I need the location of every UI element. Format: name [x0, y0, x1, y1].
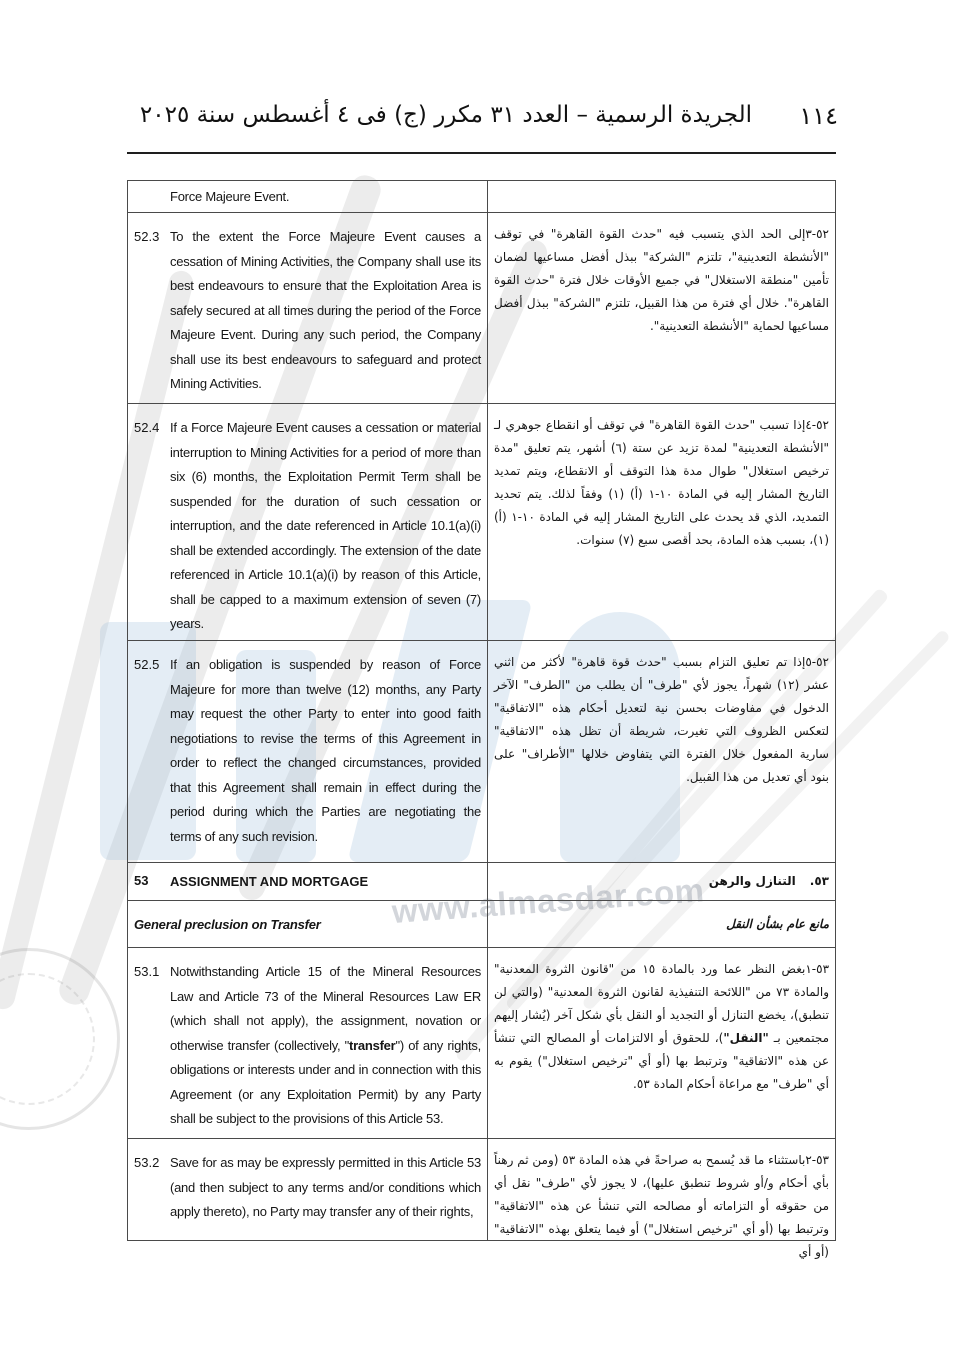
- page-number: ١١٤: [799, 102, 838, 130]
- clause-text-part: ٥٣-١بغض النظر عما ورد بالمادة ١٥ من "قانون الثروة المعدنية" والمادة ٧٣ من "اللائحة التنفيذية لقانون الثروة المعدنية" (والتي لن تنطبق)، يخضع التنازل أو التجديد أو النقل بأي شكل آخر (يُشار إليهم مجتمعين بـ: [494, 962, 830, 1045]
- clause-text-ar: ٥٢-٣إلى الحد الذي يتسبب فيه "حدث القوة القاهرة" في توقف "الأنشطة التعدينية"، تلتزم "الشركة" ببذل أفضل مساعيها لضمان تأمين "منطقة الاستغلال" في جميع الأوقات خلال فترة "حدث القوة القاهرة". خلال أي فترة من هذا القبيل، تلتزم "الشركة" ببذل أفضل مساعيها لحماية "الأنشطة التعدينية".: [494, 227, 829, 333]
- clause-text-ar: ٥٢-٥إذا تم تعليق التزام بسبب "حدث قوة قاهرة" لأكثر من اثني عشر (١٢) شهراً، يجوز لأي "طرف" أن يطلب من "الطرف" الآخر الدخول في مفاوضات بحسن نية لتعديل أحكام هذه "الاتفاقية" لتعكس الظروف التي تغيرت، شريطة أن تظل هذه "الاتفاقية" سارية المفعول خلال الفترة التي يتفاوض خلالها "الأطراف" على بنود أي تعديل من هذا القبيل.: [494, 655, 829, 784]
- arabic-cell: [488, 1139, 835, 1259]
- english-cell: [128, 181, 488, 212]
- watermark-seal: [0, 948, 120, 1130]
- clause-text-en: If a Force Majeure Event causes a cessation or material interruption to Mining Activities for a period of more than six (6) months, the Exploitation Permit Term shall be suspended for the duration of such cessation or interruption, and the date referenced in Article 10.1(a)(i) shall be extended accordingly. The extension of the date referenced in Article 10.1(a)(i) by reason of this Article, shall be capped to a maximum extension of seven (7) years.: [170, 420, 481, 631]
- section-heading-row: [128, 863, 835, 901]
- arabic-cell: [488, 901, 835, 947]
- english-cell: [128, 1139, 488, 1240]
- arabic-cell: [488, 948, 835, 1138]
- clause-text-part: ") of any rights, obligations or interests under and in connection with this Agreement (or any Exploitation Permit) by any Party shall be subject to the provisions of this Article 53.: [170, 1037, 481, 1126]
- english-cell: [128, 948, 488, 1138]
- table-row: [128, 404, 835, 641]
- clause-number: 52.3: [134, 229, 160, 244]
- table-row: [128, 213, 835, 404]
- table-row: [128, 641, 835, 863]
- arabic-cell: [488, 641, 835, 862]
- section-number: 53: [134, 873, 149, 889]
- gazette-header-title: الجريدة الرسمية – العدد ٣١ مكرر (ج) فى ٤ أغسطس سنة ٢٠٢٥: [139, 102, 752, 128]
- section-number-ar: ٥٣.: [809, 874, 829, 888]
- clause-number: [134, 185, 170, 212]
- clause-text-part: Notwithstanding Article 15 of the Mineral Resources Law and Article 73 of the Mineral Resources Law ER (which shall not apply), the assignment, novation or otherwise transfer (collectively, ": [170, 964, 481, 1053]
- clause-text-en: To the extent the Force Majeure Event causes a cessation of Mining Activities, the Company shall use its best endeavours to ensure that the Exploitation Area is safely secured at all times during the period of the Force Majeure Event. During any such period, the Company shall use its best endeavours to safeguard and protect Mining Activities.: [170, 229, 481, 391]
- english-cell: [128, 863, 488, 900]
- table-row: [128, 1139, 835, 1259]
- clause-text-ar: ٥٣-٢باستثناء ما قد يُسمح به صراحةً في هذه المادة ٥٣ (ومن ثم رهناً بأي أحكام و/أو شروط تنطبق عليها)، لا يجوز لأي "طرف" نقل أي من حقوقه أو التزاماته أو مصالحه التي تنشأ عن هذه "الاتفاقية" وترتبط بها (أو أي "ترخيص استغلال") أو فيما يتعلق بهذه "الاتفاقية" (أو أي: [494, 1153, 829, 1259]
- clause-text-ar: [494, 962, 829, 1091]
- arabic-cell: [488, 863, 835, 900]
- arabic-cell: [488, 181, 835, 212]
- section-title-ar: التنازل والرهن: [708, 874, 796, 888]
- english-cell: [128, 641, 488, 862]
- arabic-cell: [488, 404, 835, 640]
- table-row: [128, 948, 835, 1139]
- english-cell: [128, 213, 488, 403]
- clause-text-en: Save for as may be expressly permitted in this Article 53 (and then subject to any terms and/or conditions which apply thereto), no Party may transfer any of their rights,: [170, 1155, 481, 1219]
- bilingual-clause-table: [127, 180, 836, 1259]
- clause-text-part: )، للحقوق أو الالتزامات أو المصالح التي تنشأ عن هذه "الاتفاقية" وترتبط بها (أو أي "ترخيص استغلال") يقوم به أي "طرف" مع مراعاة أحكام المادة ٥٣.: [494, 1031, 829, 1091]
- english-cell: [128, 404, 488, 640]
- subheading-en: General preclusion on Transfer: [134, 916, 321, 932]
- clause-text-en: [170, 960, 481, 1138]
- watermark-text: www.almasdar.com: [390, 871, 706, 930]
- english-cell: [128, 901, 488, 947]
- clause-text-en: If an obligation is suspended by reason of Force Majeure for more than twelve (12) months, any Party may request the other Party to enter into good faith negotiations to revise the terms of this Agreement in order to reflect the changed circumstances, provided that this Agreement shall remain in effect during the period during which the Parties are negotiating the terms of any such revision.: [170, 657, 481, 844]
- clause-text-en: Force Majeure Event.: [170, 189, 290, 204]
- defined-term-ar: "النقل": [723, 1031, 769, 1045]
- section-title-en: ASSIGNMENT AND MORTGAGE: [170, 874, 369, 889]
- subheading-row: [128, 901, 835, 948]
- clause-number: 52.4: [134, 420, 160, 435]
- subheading-ar: مانع عام بشأن النقل: [726, 916, 829, 931]
- clause-number: 52.5: [134, 657, 160, 672]
- arabic-cell: [488, 213, 835, 403]
- defined-term: transfer: [349, 1037, 396, 1053]
- clause-number: 53.1: [134, 964, 160, 979]
- watermark-seal-ring: [0, 973, 95, 1105]
- header-rule: [127, 152, 836, 154]
- clause-number: 53.2: [134, 1155, 160, 1170]
- table-row: [128, 181, 835, 213]
- clause-text-ar: ٥٢-٤إذا تسبب "حدث القوة القاهرة" في توقف أو انقطاع جوهري لـ "الأنشطة التعدينية" لمدة تزيد عن ستة (٦) أشهر، يتم تعليق "مدة ترخيص استغلال" طوال مدة هذا التوقف أو الانقطاع، ويتم تمديد التاريخ المشار إليه في المادة ١٠-١ (أ) (١) وفقاً لذلك. يتم تحديد التمديد، الذي قد يحدث على التاريخ المشار إليه في المادة ١٠-١ (أ) (١)، بسبب هذه المادة، بحد أقصى سبع (٧) سنوات.: [494, 418, 829, 547]
